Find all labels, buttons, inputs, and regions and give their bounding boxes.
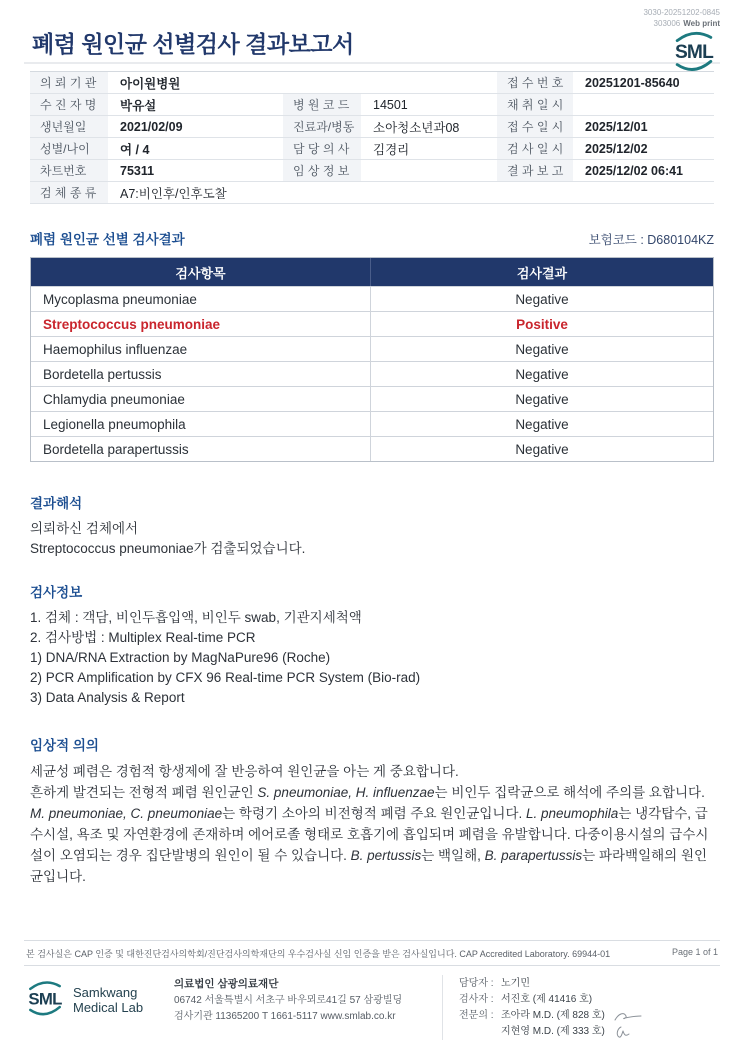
specialist-line1 (501, 1008, 643, 1024)
table-row (31, 336, 713, 361)
svg-text:SML: SML (674, 41, 714, 63)
test-info-line: 1. 검체 : 객담, 비인두흡입액, 비인두 swab, 기관지세척액 (30, 610, 362, 625)
receipt-datetime-label: 접 수 일 시 (497, 116, 573, 137)
hospital-code-label: 병 원 코 드 (283, 94, 361, 115)
footer-lab-name (73, 986, 143, 1016)
interpretation-heading: 결과해석 (30, 496, 83, 511)
report-datetime-value: 2025/12/02 06:41 (585, 163, 684, 178)
info-row (30, 94, 714, 116)
staff-tester-row (459, 992, 643, 1008)
signature-icon (613, 1010, 643, 1023)
column-header-item: 검사항목 (175, 266, 226, 281)
test-item-cell: Bordetella parapertussis (43, 442, 189, 457)
sml-logo-icon (670, 30, 718, 77)
clinical-heading: 임상적 의의 (30, 738, 99, 753)
interpretation-line1: 의뢰하신 검체에서 (30, 521, 139, 536)
sex-age-label: 성별/나이 (30, 138, 108, 159)
page-title: 폐렴 원인균 선별검사 결과보고서 (32, 31, 354, 57)
organization-address: 06742 서울특별시 서초구 바우뫼로41길 57 삼광빌딩 (174, 994, 403, 1006)
receipt-no-label: 접 수 번 호 (497, 72, 573, 93)
test-item-cell: Streptococcus pneumoniae (43, 317, 221, 332)
test-info-lines (30, 608, 714, 708)
receipt-no-value: 20251201-85640 (585, 75, 680, 90)
test-info-line: 2) PCR Amplification by CFX 96 Real-time PCR System (Bio-rad) (30, 670, 421, 685)
requesting-org-label: 의 뢰 기 관 (30, 72, 108, 93)
test-result-cell: Negative (370, 287, 713, 311)
test-result-cell: Negative (370, 412, 713, 436)
chart-no-label: 차트번호 (30, 160, 108, 181)
clinical-para: M. pneumoniae, C. pneumoniae는 학령기 소아의 비전형적 폐렴 주요 원인균입니다. L. pneumophila는 냉각탑수, 급수시설, 욕조 및 자연환경에 존재하며 에어로졸 형태로 호흡기에 흡입되며 폐렴을 유발합니다. 다중이용시설의 급수시설이 오염되는 경우 집단발병의 원인이 될 수 있습니다. B. pertussis는 백일해, B. parapertussis는 파라백일해의 원인균입니다. (30, 806, 709, 884)
document-number (643, 8, 720, 30)
interpretation-line2: Streptococcus pneumoniae가 검출되었습니다. (30, 541, 306, 556)
footer-lab-name-line1: Samkwang (73, 984, 138, 1000)
staff-specialist-row (459, 1008, 643, 1040)
interpretation-section (30, 492, 714, 559)
info-row (30, 116, 714, 138)
test-result-cell: Negative (370, 362, 713, 386)
collect-datetime-value (573, 94, 714, 115)
patient-name-value: 박유설 (120, 98, 157, 113)
department-label: 진료과/병동 (283, 116, 361, 137)
clinical-info-label: 임 상 정 보 (283, 160, 361, 181)
test-item-cell: Legionella pneumophila (43, 417, 186, 432)
info-row (30, 160, 714, 182)
staff-tester-value: 서진호 (제 41416 호) (501, 994, 593, 1005)
table-row (31, 311, 713, 336)
web-print-label: Web print (683, 18, 720, 28)
test-item-cell: Haemophilus influenzae (43, 342, 188, 357)
table-row (31, 386, 713, 411)
clinical-line1: 세균성 폐렴은 경험적 항생제에 잘 반응하여 원인균을 아는 게 중요합니다. (30, 764, 459, 779)
page-number: Page 1 of 1 (671, 947, 718, 957)
footer-staff (442, 975, 643, 1040)
report-datetime-label: 결 과 보 고 (497, 160, 573, 181)
test-result-cell: Positive (370, 312, 713, 336)
receipt-datetime-value: 2025/12/01 (585, 119, 648, 134)
specialist-line2 (501, 1024, 643, 1040)
organization-contact: 검사기관 11365200 T 1661-5117 www.smlab.co.kr (174, 1010, 396, 1022)
document-number-line2: 303006 Web print (653, 18, 720, 28)
cap-accreditation-text: 본 검사실은 CAP 인증 및 대한진단검사의학회/진단검사의학재단의 우수검사실 신임 인증을 받은 검사실입니다. CAP Accredited Laboratory. 69944-01 (26, 949, 611, 959)
test-info-section (30, 581, 714, 708)
column-header-result: 검사결과 (370, 258, 713, 286)
results-table-body (31, 286, 713, 461)
header-right (643, 8, 720, 62)
staff-manager-row (459, 976, 643, 992)
test-item-cell: Chlamydia pneumoniae (43, 392, 185, 407)
specimen-value: A7:비인후/인후도찰 (120, 186, 227, 201)
footer-main (24, 975, 720, 1052)
table-row (31, 411, 713, 436)
test-result-cell: Negative (370, 437, 713, 461)
test-info-heading: 검사정보 (30, 585, 83, 600)
result-section-header (30, 228, 714, 248)
signature-icon (613, 1025, 635, 1040)
requesting-org-value: 아이원병원 (120, 76, 181, 91)
hospital-code-value: 14501 (373, 97, 408, 112)
test-info-line: 3) Data Analysis & Report (30, 690, 185, 705)
birth-date-value: 2021/02/09 (120, 119, 183, 134)
doctor-label: 담 당 의 사 (283, 138, 361, 159)
test-info-line: 2. 검사방법 : Multiplex Real-time PCR (30, 630, 256, 645)
doctor-value: 김경리 (373, 142, 410, 157)
table-row (31, 436, 713, 461)
table-row (31, 286, 713, 311)
specimen-label: 검 체 종 류 (30, 182, 108, 203)
results-table-header (31, 258, 713, 286)
test-datetime-value: 2025/12/02 (585, 141, 648, 156)
footer-organization (174, 975, 436, 1025)
clinical-line2: 흔하게 발견되는 전형적 폐렴 원인균인 S. pneumoniae, H. influenzae는 비인두 집락균으로 해석에 주의를 요합니다. (30, 785, 705, 800)
staff-tester-label: 검사자 : (459, 994, 494, 1005)
patient-name-label: 수 진 자 명 (30, 94, 108, 115)
test-result-cell: Negative (370, 337, 713, 361)
sex-age-value: 여 / 4 (120, 142, 150, 157)
collect-datetime-label: 채 취 일 시 (497, 94, 573, 115)
info-row (30, 182, 714, 204)
test-info-line: 1) DNA/RNA Extraction by MagNaPure96 (Roche) (30, 650, 331, 665)
insurance-code: 보험코드 : D680104KZ (588, 233, 714, 247)
svg-text:SML: SML (28, 989, 62, 1009)
test-datetime-label: 검 사 일 시 (497, 138, 573, 159)
table-row (31, 361, 713, 386)
birth-date-label: 생년월일 (30, 116, 108, 137)
patient-info-table (30, 71, 714, 204)
footer-logo (24, 979, 174, 1022)
staff-specialist2-value: 지현영 M.D. (제 333 호) (501, 1026, 605, 1037)
clinical-significance-section (30, 734, 714, 887)
info-row (30, 138, 714, 160)
test-result-cell: Negative (370, 387, 713, 411)
staff-manager-value: 노기민 (501, 978, 530, 989)
sml-footer-logo-icon (24, 979, 66, 1022)
specialist-lines (501, 1008, 643, 1040)
department-value: 소아청소년과08 (373, 120, 460, 135)
footer-lab-name-line2: Medical Lab (73, 999, 144, 1015)
accreditation-row (24, 940, 720, 966)
report-footer (0, 940, 744, 1052)
report-header (24, 0, 720, 64)
staff-manager-label: 담당자 : (459, 978, 494, 989)
staff-specialist-label: 전문의 : (459, 1010, 494, 1021)
clinical-info-value (361, 160, 497, 181)
organization-name: 의료법인 삼광의료재단 (174, 978, 279, 990)
staff-specialist1-value: 조아라 M.D. (제 828 호) (501, 1010, 605, 1021)
result-section-title: 폐렴 원인균 선별 검사결과 (30, 232, 185, 247)
chart-no-value: 75311 (120, 163, 155, 178)
info-row (30, 72, 714, 94)
test-item-cell: Bordetella pertussis (43, 367, 162, 382)
test-item-cell: Mycoplasma pneumoniae (43, 292, 197, 307)
results-table (30, 257, 714, 462)
document-number-line1: 3030-20251202-0845 (643, 8, 720, 17)
